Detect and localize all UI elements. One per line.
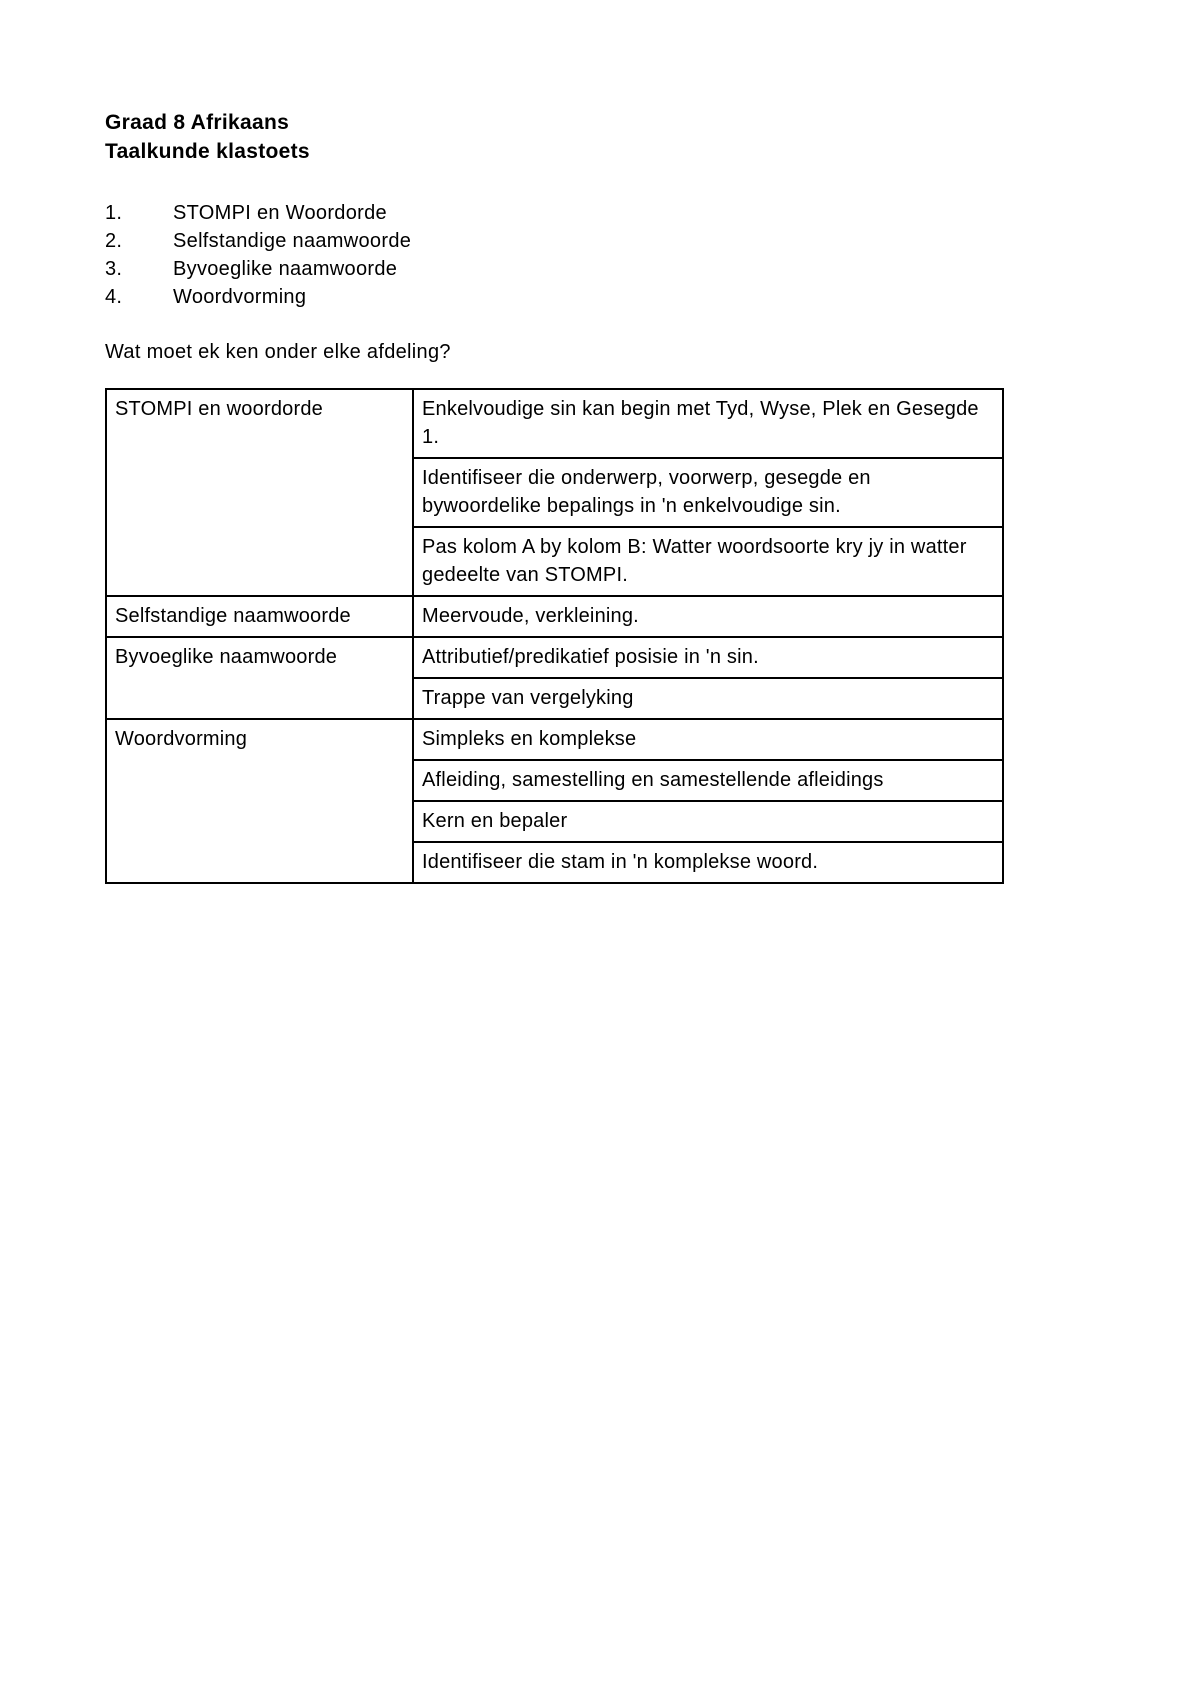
- numbered-list: [105, 199, 1100, 311]
- list-item-number: 3.: [105, 258, 123, 280]
- table-row: [106, 719, 1003, 760]
- table-row: [106, 637, 1003, 678]
- table-cell-topic: Selfstandige naamwoorde: [106, 596, 413, 637]
- table-cell-detail: Pas kolom A by kolom B: Watter woordsoorte kry jy in watter gedeelte van STOMPI.: [413, 527, 1003, 596]
- table-cell-detail: Kern en bepaler: [413, 801, 1003, 842]
- table-cell-topic: Byvoeglike naamwoorde: [106, 637, 413, 719]
- table-cell-detail: Enkelvoudige sin kan begin met Tyd, Wyse, Plek en Gesegde 1.: [413, 389, 1003, 458]
- list-item: [105, 255, 1100, 283]
- table-cell-topic: Woordvorming: [106, 719, 413, 883]
- table-cell-detail: Trappe van vergelyking: [413, 678, 1003, 719]
- table-cell-detail: Afleiding, samestelling en samestellende afleidings: [413, 760, 1003, 801]
- list-item-text: STOMPI en Woordorde: [173, 202, 387, 224]
- table-cell-detail: Identifiseer die stam in 'n komplekse woord.: [413, 842, 1003, 883]
- list-item: [105, 283, 1100, 311]
- list-item-number: 1.: [105, 202, 123, 224]
- doc-title: Graad 8 Afrikaans: [105, 111, 290, 134]
- table-cell-topic: STOMPI en woordorde: [106, 389, 413, 596]
- list-item: [105, 227, 1100, 255]
- table-cell-detail: Attributief/predikatief posisie in 'n sin.: [413, 637, 1003, 678]
- list-item-text: Woordvorming: [173, 286, 307, 308]
- list-item-text: Byvoeglike naamwoorde: [173, 258, 398, 280]
- table-row: [106, 596, 1003, 637]
- table-cell-detail: Identifiseer die onderwerp, voorwerp, gesegde en bywoordelike bepalings in 'n enkelvoudige sin.: [413, 458, 1003, 527]
- list-item: [105, 199, 1100, 227]
- table-cell-detail: Simpleks en komplekse: [413, 719, 1003, 760]
- table-row: [106, 389, 1003, 458]
- study-table: [105, 388, 1004, 884]
- list-item-number: 4.: [105, 286, 123, 308]
- question-text: Wat moet ek ken onder elke afdeling?: [105, 341, 451, 363]
- list-item-number: 2.: [105, 230, 123, 252]
- table-cell-detail: Meervoude, verkleining.: [413, 596, 1003, 637]
- list-item-text: Selfstandige naamwoorde: [173, 230, 412, 252]
- doc-subtitle: Taalkunde klastoets: [105, 140, 310, 163]
